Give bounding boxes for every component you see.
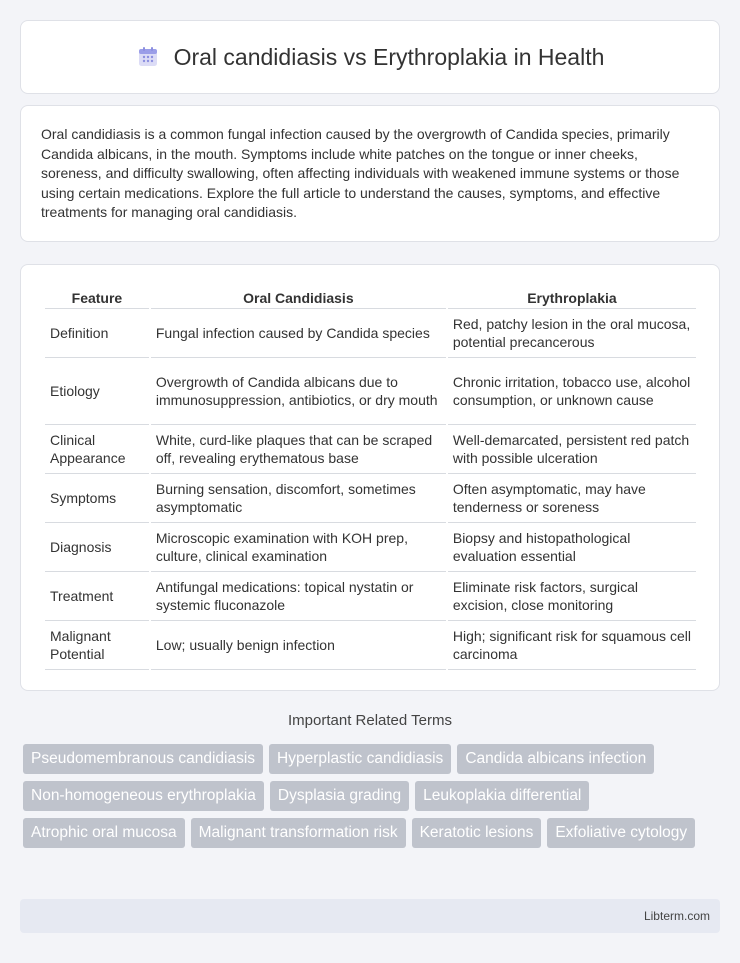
related-term-tag[interactable]: Pseudomembranous candidiasis — [23, 744, 263, 774]
related-terms-list — [23, 744, 723, 848]
row-oral-candidiasis: Antifungal medications: topical nystatin or systemic fluconazole — [151, 572, 446, 621]
page-title: Oral candidiasis vs Erythroplakia in Health — [173, 43, 605, 70]
related-terms-title: Important Related Terms — [288, 712, 452, 729]
header-erythroplakia: Erythroplakia — [448, 283, 696, 309]
related-term-tag[interactable]: Non-homogeneous erythroplakia — [23, 781, 264, 811]
table-row — [45, 358, 696, 425]
table-row — [45, 621, 696, 670]
related-term-tag[interactable]: Candida albicans infection — [457, 744, 654, 774]
calendar-icon — [136, 45, 160, 69]
row-oral-candidiasis: Microscopic examination with KOH prep, culture, clinical examination — [151, 523, 446, 572]
footer — [20, 899, 720, 933]
row-feature: Etiology — [45, 358, 149, 425]
title-wrap — [136, 44, 605, 71]
row-erythroplakia: Chronic irritation, tobacco use, alcohol consumption, or unknown cause — [448, 358, 696, 425]
related-term-tag[interactable]: Keratotic lesions — [412, 818, 542, 848]
related-term-tag[interactable]: Malignant transformation risk — [191, 818, 406, 848]
table-header-row — [45, 283, 696, 309]
related-term-tag[interactable]: Leukoplakia differential — [415, 781, 589, 811]
intro-text: Oral candidiasis is a common fungal infection caused by the overgrowth of Candida species, primarily Candida albicans, in the mouth. Symptoms include white patches on the tongue or inner cheeks, soreness, and difficulty swallowing, often affecting individuals with weakened immune systems or those using certain medications. Explore the full article to understand the causes, symptoms, and effective treatments for managing oral candidiasis. — [41, 126, 680, 220]
table-row — [45, 309, 696, 358]
related-term-tag[interactable]: Atrophic oral mucosa — [23, 818, 185, 848]
row-erythroplakia: Red, patchy lesion in the oral mucosa, potential precancerous — [448, 309, 696, 358]
row-feature: Malignant Potential — [45, 621, 149, 670]
row-erythroplakia: High; significant risk for squamous cell carcinoma — [448, 621, 696, 670]
table-row — [45, 425, 696, 474]
row-erythroplakia: Often asymptomatic, may have tenderness or soreness — [448, 474, 696, 523]
row-oral-candidiasis: Burning sensation, discomfort, sometimes asymptomatic — [151, 474, 446, 523]
header-oral-candidiasis: Oral Candidiasis — [151, 283, 446, 309]
comparison-table-card — [20, 264, 720, 691]
row-oral-candidiasis: Overgrowth of Candida albicans due to immunosuppression, antibiotics, or dry mouth — [151, 358, 446, 425]
intro-card — [20, 105, 720, 242]
row-feature: Treatment — [45, 572, 149, 621]
table-row — [45, 474, 696, 523]
row-feature: Clinical Appearance — [45, 425, 149, 474]
row-oral-candidiasis: White, curd-like plaques that can be scraped off, revealing erythematous base — [151, 425, 446, 474]
table-row — [45, 523, 696, 572]
related-term-tag[interactable]: Exfoliative cytology — [547, 818, 695, 848]
row-oral-candidiasis: Fungal infection caused by Candida species — [151, 309, 446, 358]
row-feature: Definition — [45, 309, 149, 358]
footer-site-link[interactable]: Libterm.com — [643, 909, 710, 923]
related-term-tag[interactable]: Hyperplastic candidiasis — [269, 744, 451, 774]
header-feature: Feature — [45, 283, 149, 309]
row-feature: Diagnosis — [45, 523, 149, 572]
row-erythroplakia: Biopsy and histopathological evaluation essential — [448, 523, 696, 572]
header-card — [20, 20, 720, 94]
table-row — [45, 572, 696, 621]
row-oral-candidiasis: Low; usually benign infection — [151, 621, 446, 670]
row-erythroplakia: Eliminate risk factors, surgical excision, close monitoring — [448, 572, 696, 621]
comparison-table — [43, 283, 698, 670]
row-feature: Symptoms — [45, 474, 149, 523]
related-term-tag[interactable]: Dysplasia grading — [270, 781, 409, 811]
row-erythroplakia: Well-demarcated, persistent red patch with possible ulceration — [448, 425, 696, 474]
